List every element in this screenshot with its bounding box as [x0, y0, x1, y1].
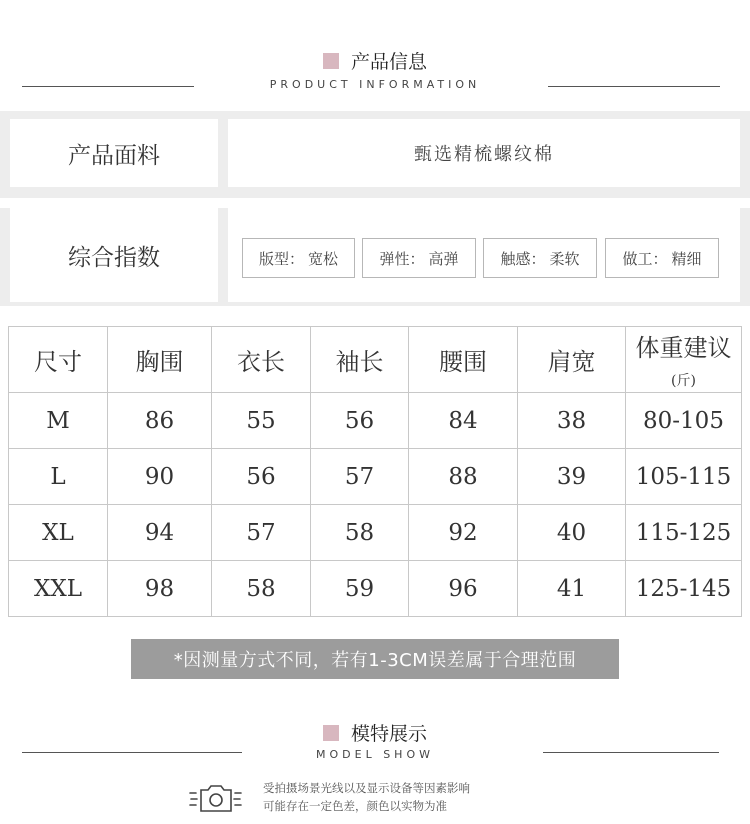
header-cell: 肩宽: [518, 327, 626, 393]
tag-touch: [483, 238, 597, 278]
table-cell: 56: [212, 449, 311, 505]
header-cell: 腰围: [409, 327, 518, 393]
fabric-band: [0, 111, 750, 198]
model-show-heading: [0, 719, 750, 746]
model-show-subtitle: MODEL SHOW: [316, 748, 434, 761]
table-cell: 56: [311, 393, 409, 449]
table-cell: 86: [108, 393, 212, 449]
product-info-subtitle: PRODUCT INFORMATION: [269, 78, 481, 91]
table-cell: 94: [108, 505, 212, 561]
table-cell: 105-115: [626, 449, 742, 505]
tag-value: 高弹: [428, 249, 459, 268]
table-cell: 38: [518, 393, 626, 449]
header-cell: 袖长: [311, 327, 409, 393]
disclaimer-line: 受拍摄场景光线以及显示设备等因素影响: [263, 781, 470, 795]
table-row: [9, 449, 742, 505]
measurement-note: *因测量方式不同，若有1-3CM误差属于合理范围: [131, 639, 619, 679]
table-cell: 55: [212, 393, 311, 449]
tag-value: 精细: [671, 249, 702, 268]
tag-name: 版型：: [258, 249, 304, 268]
table-cell: 80-105: [626, 393, 742, 449]
disclaimer-line: 可能存在一定色差，颜色以实物为准: [263, 799, 447, 813]
table-cell: 57: [311, 449, 409, 505]
header-cell: 尺寸: [9, 327, 108, 393]
header-cell: 胸围: [108, 327, 212, 393]
tag-name: 触感：: [500, 249, 546, 268]
table-cell: 41: [518, 561, 626, 617]
tag-value: 宽松: [308, 249, 339, 268]
table-header-row: [9, 327, 742, 393]
table-cell: 115-125: [626, 505, 742, 561]
table-cell: 39: [518, 449, 626, 505]
table-cell: 98: [108, 561, 212, 617]
table-row: [9, 505, 742, 561]
table-cell: 125-145: [626, 561, 742, 617]
table-cell: XL: [9, 505, 108, 561]
table-cell: M: [9, 393, 108, 449]
pink-square-icon: [323, 53, 339, 69]
tag-fit: [242, 238, 355, 278]
header-cell: 衣长: [212, 327, 311, 393]
model-show-title: 模特展示: [350, 723, 427, 745]
fabric-label: 产品面料: [10, 119, 218, 187]
table-cell: 88: [409, 449, 518, 505]
table-row: [9, 561, 742, 617]
tag-workmanship: [605, 238, 719, 278]
tag-name: 做工：: [622, 249, 668, 268]
table-cell: 96: [409, 561, 518, 617]
tag-elasticity: [362, 238, 476, 278]
table-cell: 57: [212, 505, 311, 561]
table-cell: 90: [108, 449, 212, 505]
table-cell: 59: [311, 561, 409, 617]
fabric-value: 甄选精梳螺纹棉: [228, 119, 740, 187]
table-cell: L: [9, 449, 108, 505]
weight-unit: (斤): [671, 373, 696, 389]
table-cell: 58: [311, 505, 409, 561]
tag-name: 弹性：: [379, 249, 425, 268]
tag-value: 柔软: [549, 249, 580, 268]
table-cell: 58: [212, 561, 311, 617]
table-cell: 40: [518, 505, 626, 561]
color-disclaimer: [263, 779, 470, 815]
header-weight-label: 体重建议: [635, 334, 732, 362]
pink-square-icon: [323, 725, 339, 741]
table-cell: 84: [409, 393, 518, 449]
table-row: [9, 393, 742, 449]
index-label: 综合指数: [10, 208, 218, 302]
product-info-title: 产品信息: [350, 51, 427, 73]
table-cell: 92: [409, 505, 518, 561]
size-table: [8, 326, 742, 617]
table-cell: XXL: [9, 561, 108, 617]
header-cell-weight: [626, 327, 742, 393]
index-band: [0, 208, 750, 306]
camera-icon: [188, 781, 244, 815]
product-info-heading: [0, 47, 750, 74]
